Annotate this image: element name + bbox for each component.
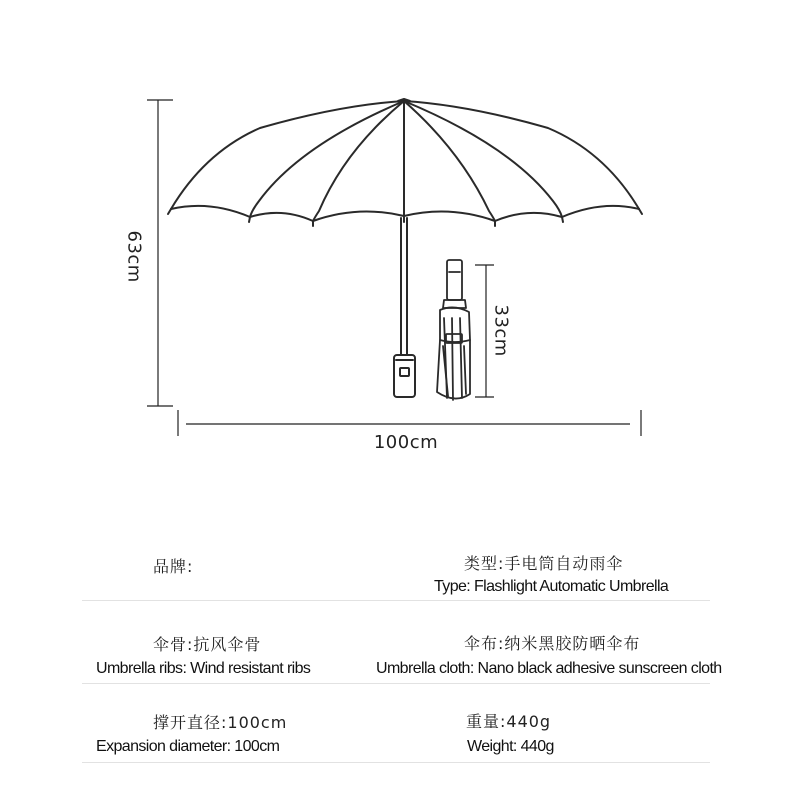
open-umbrella xyxy=(168,99,642,397)
diameter-label: 100cm xyxy=(373,432,439,453)
height-dimension-line xyxy=(147,100,173,406)
cloth-label-en: Umbrella cloth: Nano black adhesive sunscreen cloth xyxy=(376,660,722,677)
diameter-label-cn: 撑开直径:100cm xyxy=(153,713,288,732)
weight-label-en: Weight: 440g xyxy=(467,738,554,755)
weight-label-cn: 重量:440g xyxy=(466,712,552,731)
folded-umbrella xyxy=(437,260,470,400)
folded-length-label: 33cm xyxy=(490,304,512,357)
cloth-label-cn: 伞布:纳米黑胶防晒伞布 xyxy=(464,634,641,653)
diameter-label-en: Expansion diameter: 100cm xyxy=(96,738,280,755)
spec-divider-1 xyxy=(82,600,710,601)
type-label-en: Type: Flashlight Automatic Umbrella xyxy=(434,578,669,595)
spec-divider-2 xyxy=(82,683,710,684)
height-label: 63cm xyxy=(123,230,145,283)
ribs-label-en: Umbrella ribs: Wind resistant ribs xyxy=(96,660,311,677)
spec-divider-3 xyxy=(82,762,710,763)
type-label-cn: 类型:手电筒自动雨伞 xyxy=(464,554,624,573)
ribs-label-cn: 伞骨:抗风伞骨 xyxy=(153,635,262,654)
brand-label: 品牌: xyxy=(153,557,194,576)
